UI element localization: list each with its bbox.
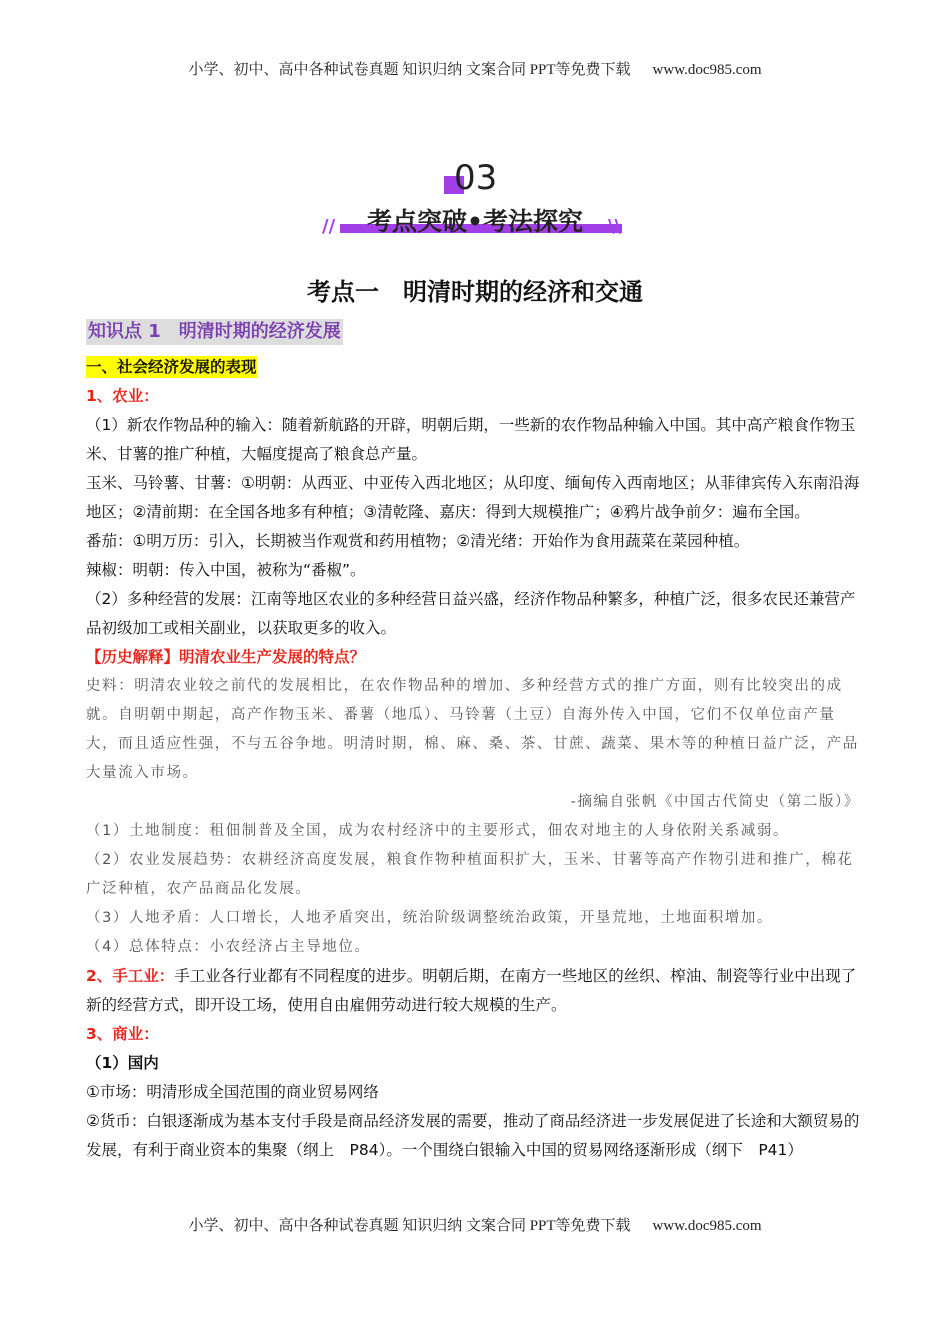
point: （3）人地矛盾：人口增长，人地矛盾突出，统治阶级调整统治政策，开垦荒地，土地面积增加。 [86,910,774,926]
point: （4）总体特点：小农经济占主导地位。 [86,939,371,955]
handicraft-heading: 2、手工业： [86,967,175,985]
page-footer [0,1214,950,1235]
point: （2）农业发展趋势：农耕经济高度发展，粮食作物种植面积扩大，玉米、甘薯等高产作物引进和推广，棉花广泛种植，农产品商品化发展。 [86,852,854,897]
paragraph: ②货币：白银逐渐成为基本支付手段是商品经济发展的需要，推动了商品经济进一步发展促进了长途和大额贸易的发展，有利于商业资本的集聚（纲上 P84）。一个围绕白银输入中国的贸易网络逐渐形成（纲下 P41） [86,1112,860,1159]
source-text: 史料：明清农业较之前代的发展相比，在农作物品种的增加、多种经营方式的推广方面，则有比较突出的成就。自明朝中期起，高产作物玉米、番薯（地瓜）、马铃薯（土豆）自海外传入中国，它们不仅单位亩产量大，而且适应性强，不与五谷争地。明清时期，棉、麻、桑、茶、甘蔗、蔬菜、果木等的种植日益广泛，产品大量流入市场。 [86,678,859,781]
section-number: 03 [444,158,506,198]
footer-text: 小学、初中、高中各种试卷真题 知识归纳 文案合同 PPT等免费下载 [188,1218,631,1234]
agriculture-heading: 1、农业： [86,387,159,405]
handicraft-text: 手工业各行业都有不同程度的进步。明朝后期，在南方一些地区的丝织、榨油、制瓷等行业中出现了新的经营方式，即开设工场，使用自由雇佣劳动进行较大规模的生产。 [86,967,857,1014]
commerce-heading: 3、商业： [86,1025,159,1043]
page-title: 考点一 明清时期的经济和交通 [307,278,643,306]
commerce-sub: （1）国内 [86,1054,159,1072]
header-url[interactable]: www.doc985.com [652,62,762,78]
paragraph: 辣椒：明朝：传入中国，被称为“番椒”。 [86,561,366,579]
paragraph: 番茄：①明万历：引入，长期被当作观赏和药用植物；②清光绪：开始作为食用蔬菜在菜园种植。 [86,532,750,550]
knowledge-point-heading: 知识点 1 明清时期的经济发展 [86,319,343,345]
handicraft-paragraph [86,962,860,1020]
footer-url[interactable]: www.doc985.com [652,1218,762,1234]
document-body [86,318,860,1165]
citation: -摘编自张帆《中国古代简史（第二版）》 [570,794,860,810]
page-header [0,58,950,79]
history-heading: 【历史解释】明清农业生产发展的特点？ [86,648,366,666]
paragraph: ①市场：明清形成全国范围的商业贸易网络 [86,1083,379,1101]
banner-title: 考点突破•考法探究 [367,207,583,236]
point: （1）土地制度：租佃制普及全国，成为农村经济中的主要形式，佃农对地主的人身依附关系减弱。 [86,823,790,839]
paragraph: 玉米、马铃薯、甘薯：①明朝：从西亚、中亚传入西北地区；从印度、缅甸传入西南地区；从菲律宾传入东南沿海地区；②清前期：在全国各地多有种植；③清乾隆、嘉庆：得到大规模推广；④鸦片战争前夕：遍布全国。 [86,474,860,521]
section-banner: // \\ 考点突破•考法探究 [320,200,630,240]
paragraph: （2）多种经营的发展：江南等地区农业的多种经营日益兴盛，经济作物品种繁多，种植广泛，很多农民还兼营产品初级加工或相关副业，以获取更多的收入。 [86,590,856,637]
paragraph: （1）新农作物品种的输入：随着新航路的开辟，明朝后期，一些新的农作物品种输入中国。其中高产粮食作物玉米、甘薯的推广种植，大幅度提高了粮食总产量。 [86,416,856,463]
subsection-heading: 一、社会经济发展的表现 [86,358,257,376]
header-text: 小学、初中、高中各种试卷真题 知识归纳 文案合同 PPT等免费下载 [188,62,631,78]
